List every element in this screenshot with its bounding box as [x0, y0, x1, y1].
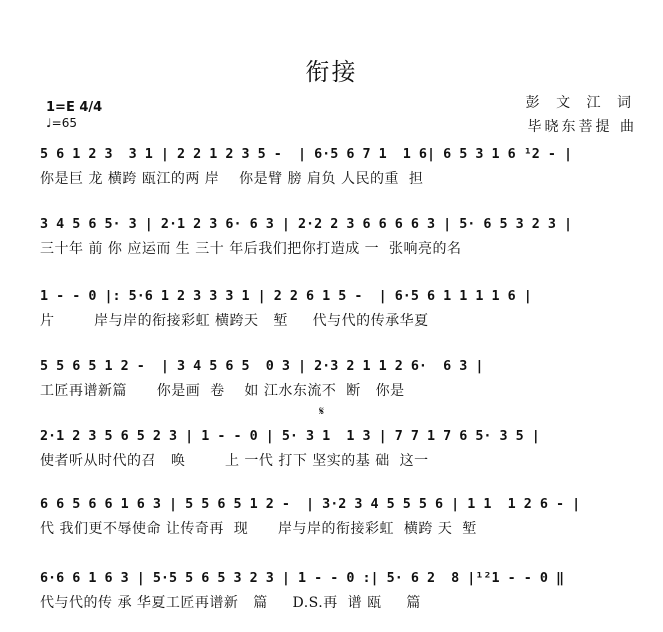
score-line-4 [40, 358, 640, 400]
lyric-line: 使者听从时代的召 唤 上 一代 打下 坚实的基 础 这一 [40, 453, 429, 469]
lyric-line: 工匠再谱新篇 你是画 卷 如 江水东流不 断 你是 [40, 383, 405, 399]
score-line-6 [40, 496, 640, 538]
lyric-line: 代与代的传 承 华夏工匠再谱新 篇 D.S.再 谱 瓯 篇 [40, 595, 421, 611]
lyric-line: 片 岸与岸的衔接彩虹 横跨天 堑 代与代的传承华夏 [40, 313, 429, 329]
lyric-line: 代 我们更不辱使命 让传奇再 现 岸与岸的衔接彩虹 横跨 天 堑 [40, 521, 477, 537]
lyric-line: 三十年 前 你 应运而 生 三十 年后我们把你打造成 一 张响亮的名 [40, 241, 462, 257]
score-line-3 [40, 288, 640, 330]
notation-line: 5 5 6 5 1 2 - | 3 4 5 6 5 0 3 | 2·3 2 1 1 2 6· 6 3 | [40, 359, 484, 374]
notation-line: 6 6 5 6 6 1 6 3 | 5 5 6 5 1 2 - | 3·2 3 4 5 5 5 6 | 1 1 1 2 6 - | [40, 497, 581, 512]
notation-line: 6·6 6 1 6 3 | 5·5 5 6 5 3 2 3 | 1 - - 0 :| 5· 6 2 8 |¹²1 - - 0 ‖ [40, 571, 565, 586]
score-line-1 [40, 146, 640, 188]
notation-line: 3 4 5 6 5· 3 | 2·1 2 3 6· 6 3 | 2·2 2 3 6 6 6 6 3 | 5· 6 5 3 2 3 | [40, 217, 573, 232]
composer-credit: 毕晓东菩提 曲 [527, 119, 637, 135]
segno-sign: 𝄋 [319, 404, 325, 418]
lyric-line: 你是巨 龙 横跨 瓯江的两 岸 你是臂 膀 肩负 人民的重 担 [40, 171, 424, 187]
notation-line: 1 - - 0 |: 5·6 1 2 3 3 3 1 | 2 2 6 1 5 - | 6·5 6 1 1 1 1 6 | [40, 289, 532, 304]
lyricist-credit: 彭 文 江 词 [525, 95, 637, 111]
score-line-7 [40, 570, 640, 612]
tempo-marking: ♩=65 [46, 116, 77, 130]
score-line-2 [40, 216, 640, 258]
song-title: 衔接 [305, 58, 358, 86]
key-signature: 1=E 4/4 [46, 100, 103, 115]
score-line-5 [40, 428, 640, 470]
notation-line: 5 6 1 2 3 3 1 | 2 2 1 2 3 5 - | 6·5 6 7 1 1 6| 6 5 3 1 6 ¹2 - | [40, 147, 573, 162]
notation-line: 2·1 2 3 5 6 5 2 3 | 1 - - 0 | 5· 3 1 1 3 | 7 7 1 7 6 5· 3 5 | [40, 429, 540, 444]
